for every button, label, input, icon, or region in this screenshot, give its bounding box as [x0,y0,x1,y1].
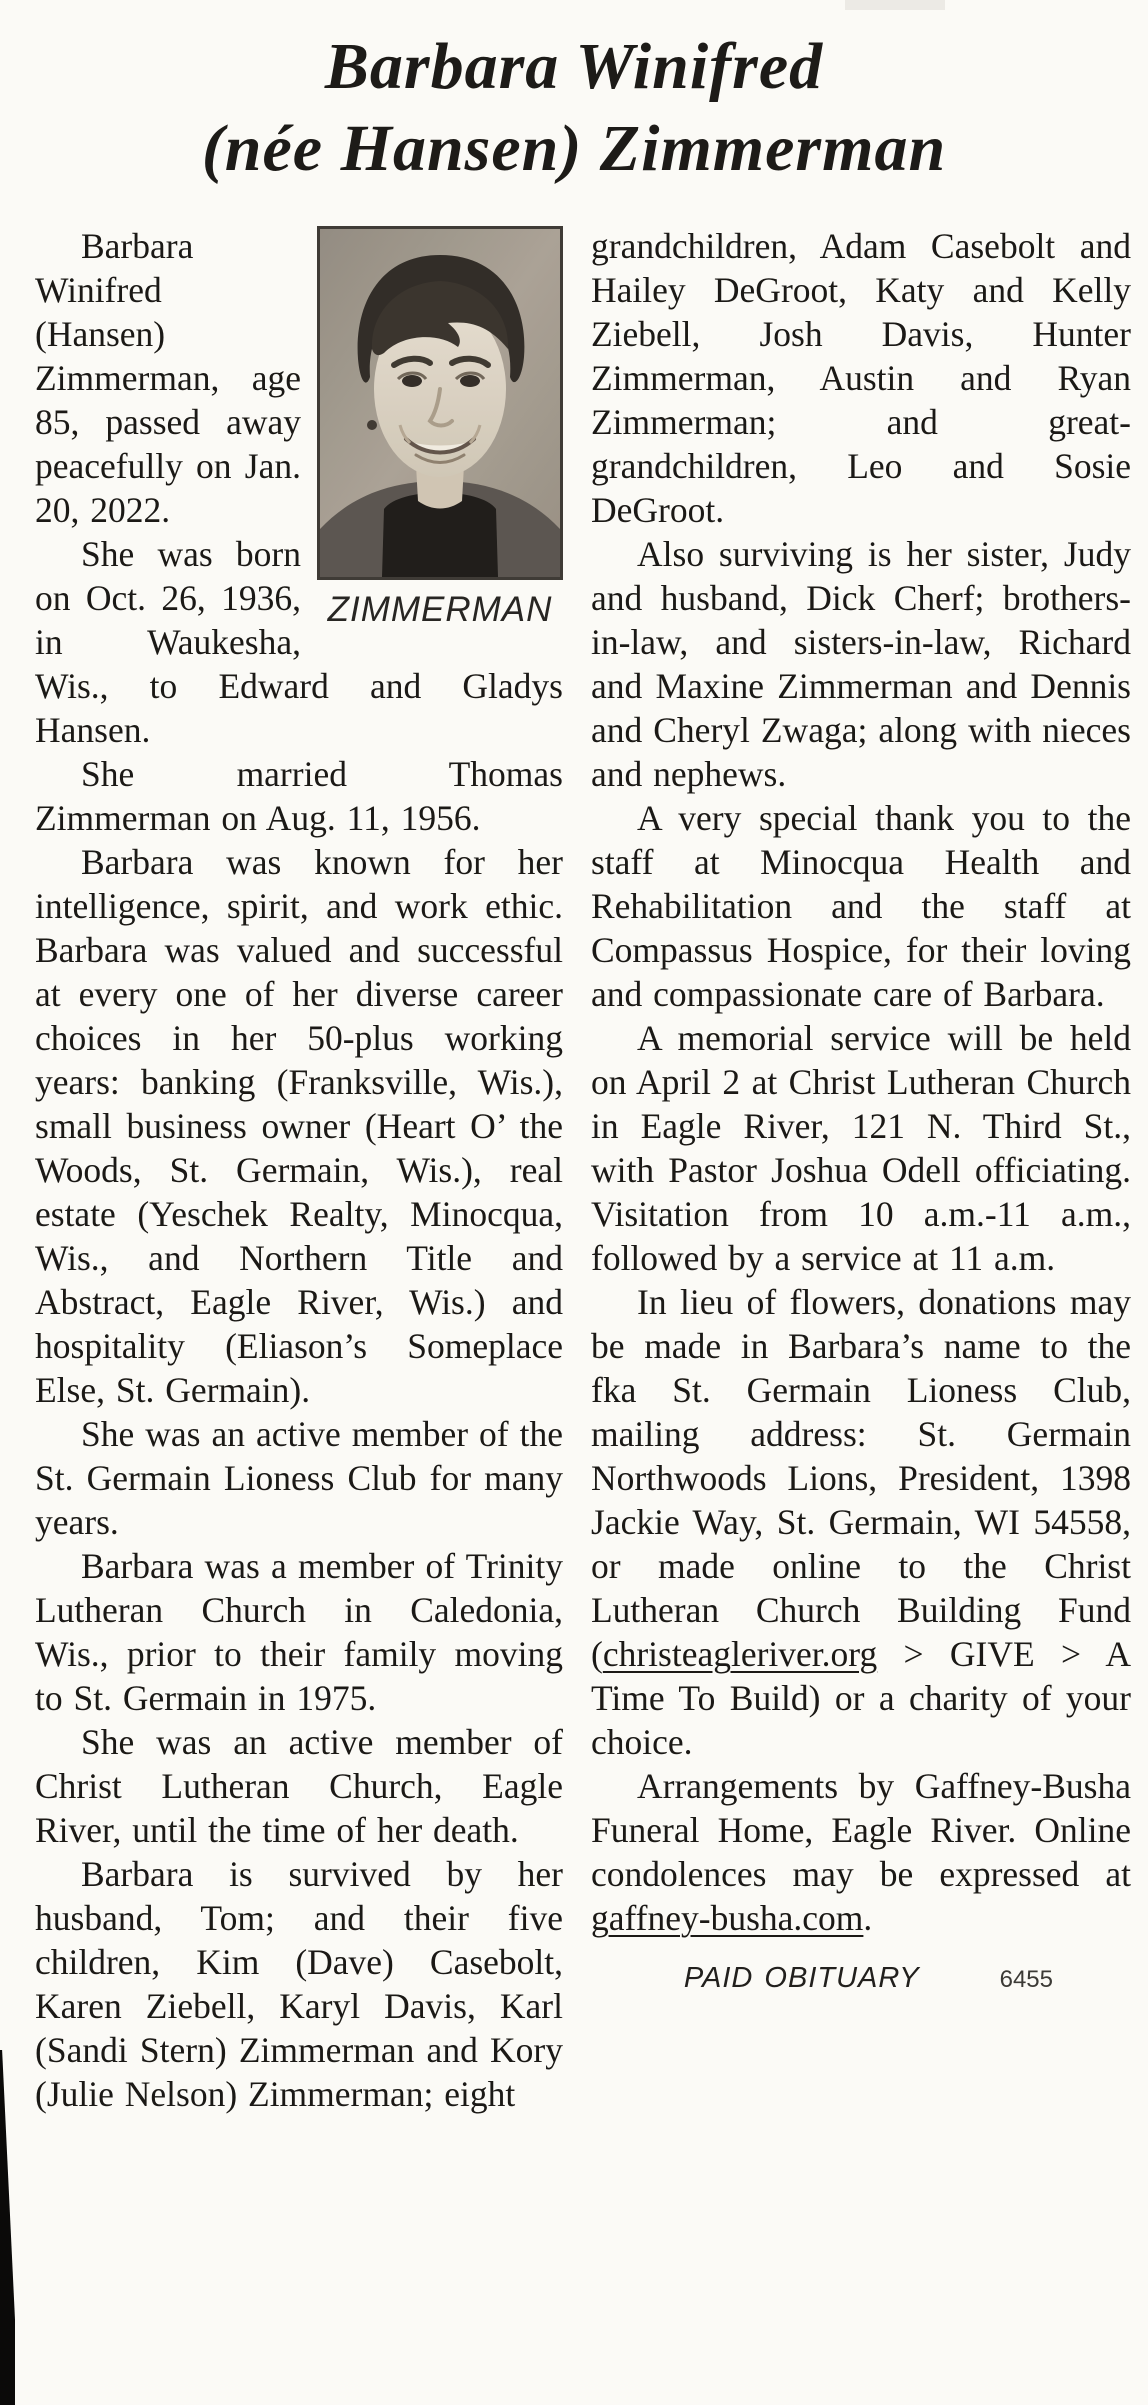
paragraph-also-surviving: Also surviving is her sister, Judy and husband, Dick Cherf; brothers-in-law, and sisters-in-law, Richard and Maxine Zimmerman and Dennis and Cheryl Zwaga; along with nieces and nephews. [591,534,1131,794]
paragraph-arrangements [591,1764,1131,1940]
title-line-1: Barbara Winifred [324,30,824,103]
paragraph-intro-text: Barbara Winifred (Hansen) Zimmerman, age 85, passed away peacefully on Jan. 20, 2022. [35,226,301,530]
donations-text-before: In lieu of flowers, donations may be made in Barbara’s name to the fka St. Germain Lioness Club, mailing address: St. Germain Northwoods Lions, President, 1398 Jackie Way, St. Germain, WI 54558, or made online to the Christ Lutheran Church Building Fund ( [591,1282,1131,1674]
arrangements-text-before: Arrangements by Gaffney-Busha Funeral Home, Eagle River. Online condolences may be expressed at [591,1766,1131,1894]
right-column [591,224,1131,2116]
funeral-home-url: gaffney-busha.com [591,1898,864,1938]
footer [591,1956,1131,2002]
church-website-url: christeagleriver.org [602,1634,878,1674]
title-line-2: (née Hansen) Zimmerman [201,112,947,185]
arrangements-text-after: . [863,1898,873,1938]
obituary-number: 6455 [999,1966,1053,1993]
paragraph-trinity-church: Barbara was a member of Trinity Lutheran Church in Caledonia, Wis., prior to their family moving to St. Germain in 1975. [35,1546,563,1718]
paragraph-lioness-club: She was an active member of the St. Germain Lioness Club for many years. [35,1414,563,1542]
paragraph-christ-church: She was an active member of Christ Lutheran Church, Eagle River, until the time of her death. [35,1722,563,1850]
obituary-title [0,0,1148,190]
left-column [35,224,563,2116]
portrait-photo [317,226,563,580]
paragraph-born: She was born on Oct. 26, 1936, in Waukesha, Wis., to Edward and Gladys Hansen. [35,534,563,750]
paragraph-intro [35,224,563,629]
paragraph-donations [591,1280,1131,1764]
paragraph-married: She married Thomas Zimmerman on Aug. 11, 1956. [35,754,563,838]
portrait-illustration [320,229,560,577]
paragraph-grandchildren: grandchildren, Adam Casebolt and Hailey DeGroot, Katy and Kelly Ziebell, Josh Davis, Hunter Zimmerman, Austin and Ryan Zimmerman; and great-grandchildren, Leo and Sosie DeGroot. [591,226,1131,530]
article-body [0,224,1148,2116]
paragraph-survived-by: Barbara is survived by her husband, Tom; and their five children, Kim (Dave) Casebolt, Karen Ziebell, Karyl Davis, Karl (Sandi Stern) Zimmerman and Kory (Julie Nelson) Zimmerman; eight [35,1854,563,2114]
donations-text-after: > GIVE > A Time To Build) or a charity of your choice. [591,1634,1131,1762]
paragraph-memorial-service: A memorial service will be held on April 2 at Christ Lutheran Church in Eagle River, 121 N. Third St., with Pastor Joshua Odell officiating. Visitation from 10 a.m.-11 a.m., followed by a service at 11 a.m. [591,1018,1131,1278]
scan-artifact-top [845,0,945,10]
photo-block [317,226,563,632]
paid-obituary-label: PAID OBITUARY [683,1962,920,1994]
photo-caption: ZIMMERMAN [327,590,553,629]
paragraph-career: Barbara was known for her intelligence, spirit, and work ethic. Barbara was valued and successful at every one of her diverse career choices in her 50-plus working years: banking (Franksville, Wis.), small business owner (Heart O’ the Woods, St. Germain, Wis.), real estate (Yeschek Realty, Minocqua, Wis., and Northern Title and Abstract, Eagle River, Wis.) and hospitality (Eliason’s Someplace Else, St. Germain). [35,842,563,1410]
paragraph-thank-you: A very special thank you to the staff at Minocqua Health and Rehabilitation and the staff at Compassus Hospice, for their loving and compassionate care of Barbara. [591,798,1131,1014]
